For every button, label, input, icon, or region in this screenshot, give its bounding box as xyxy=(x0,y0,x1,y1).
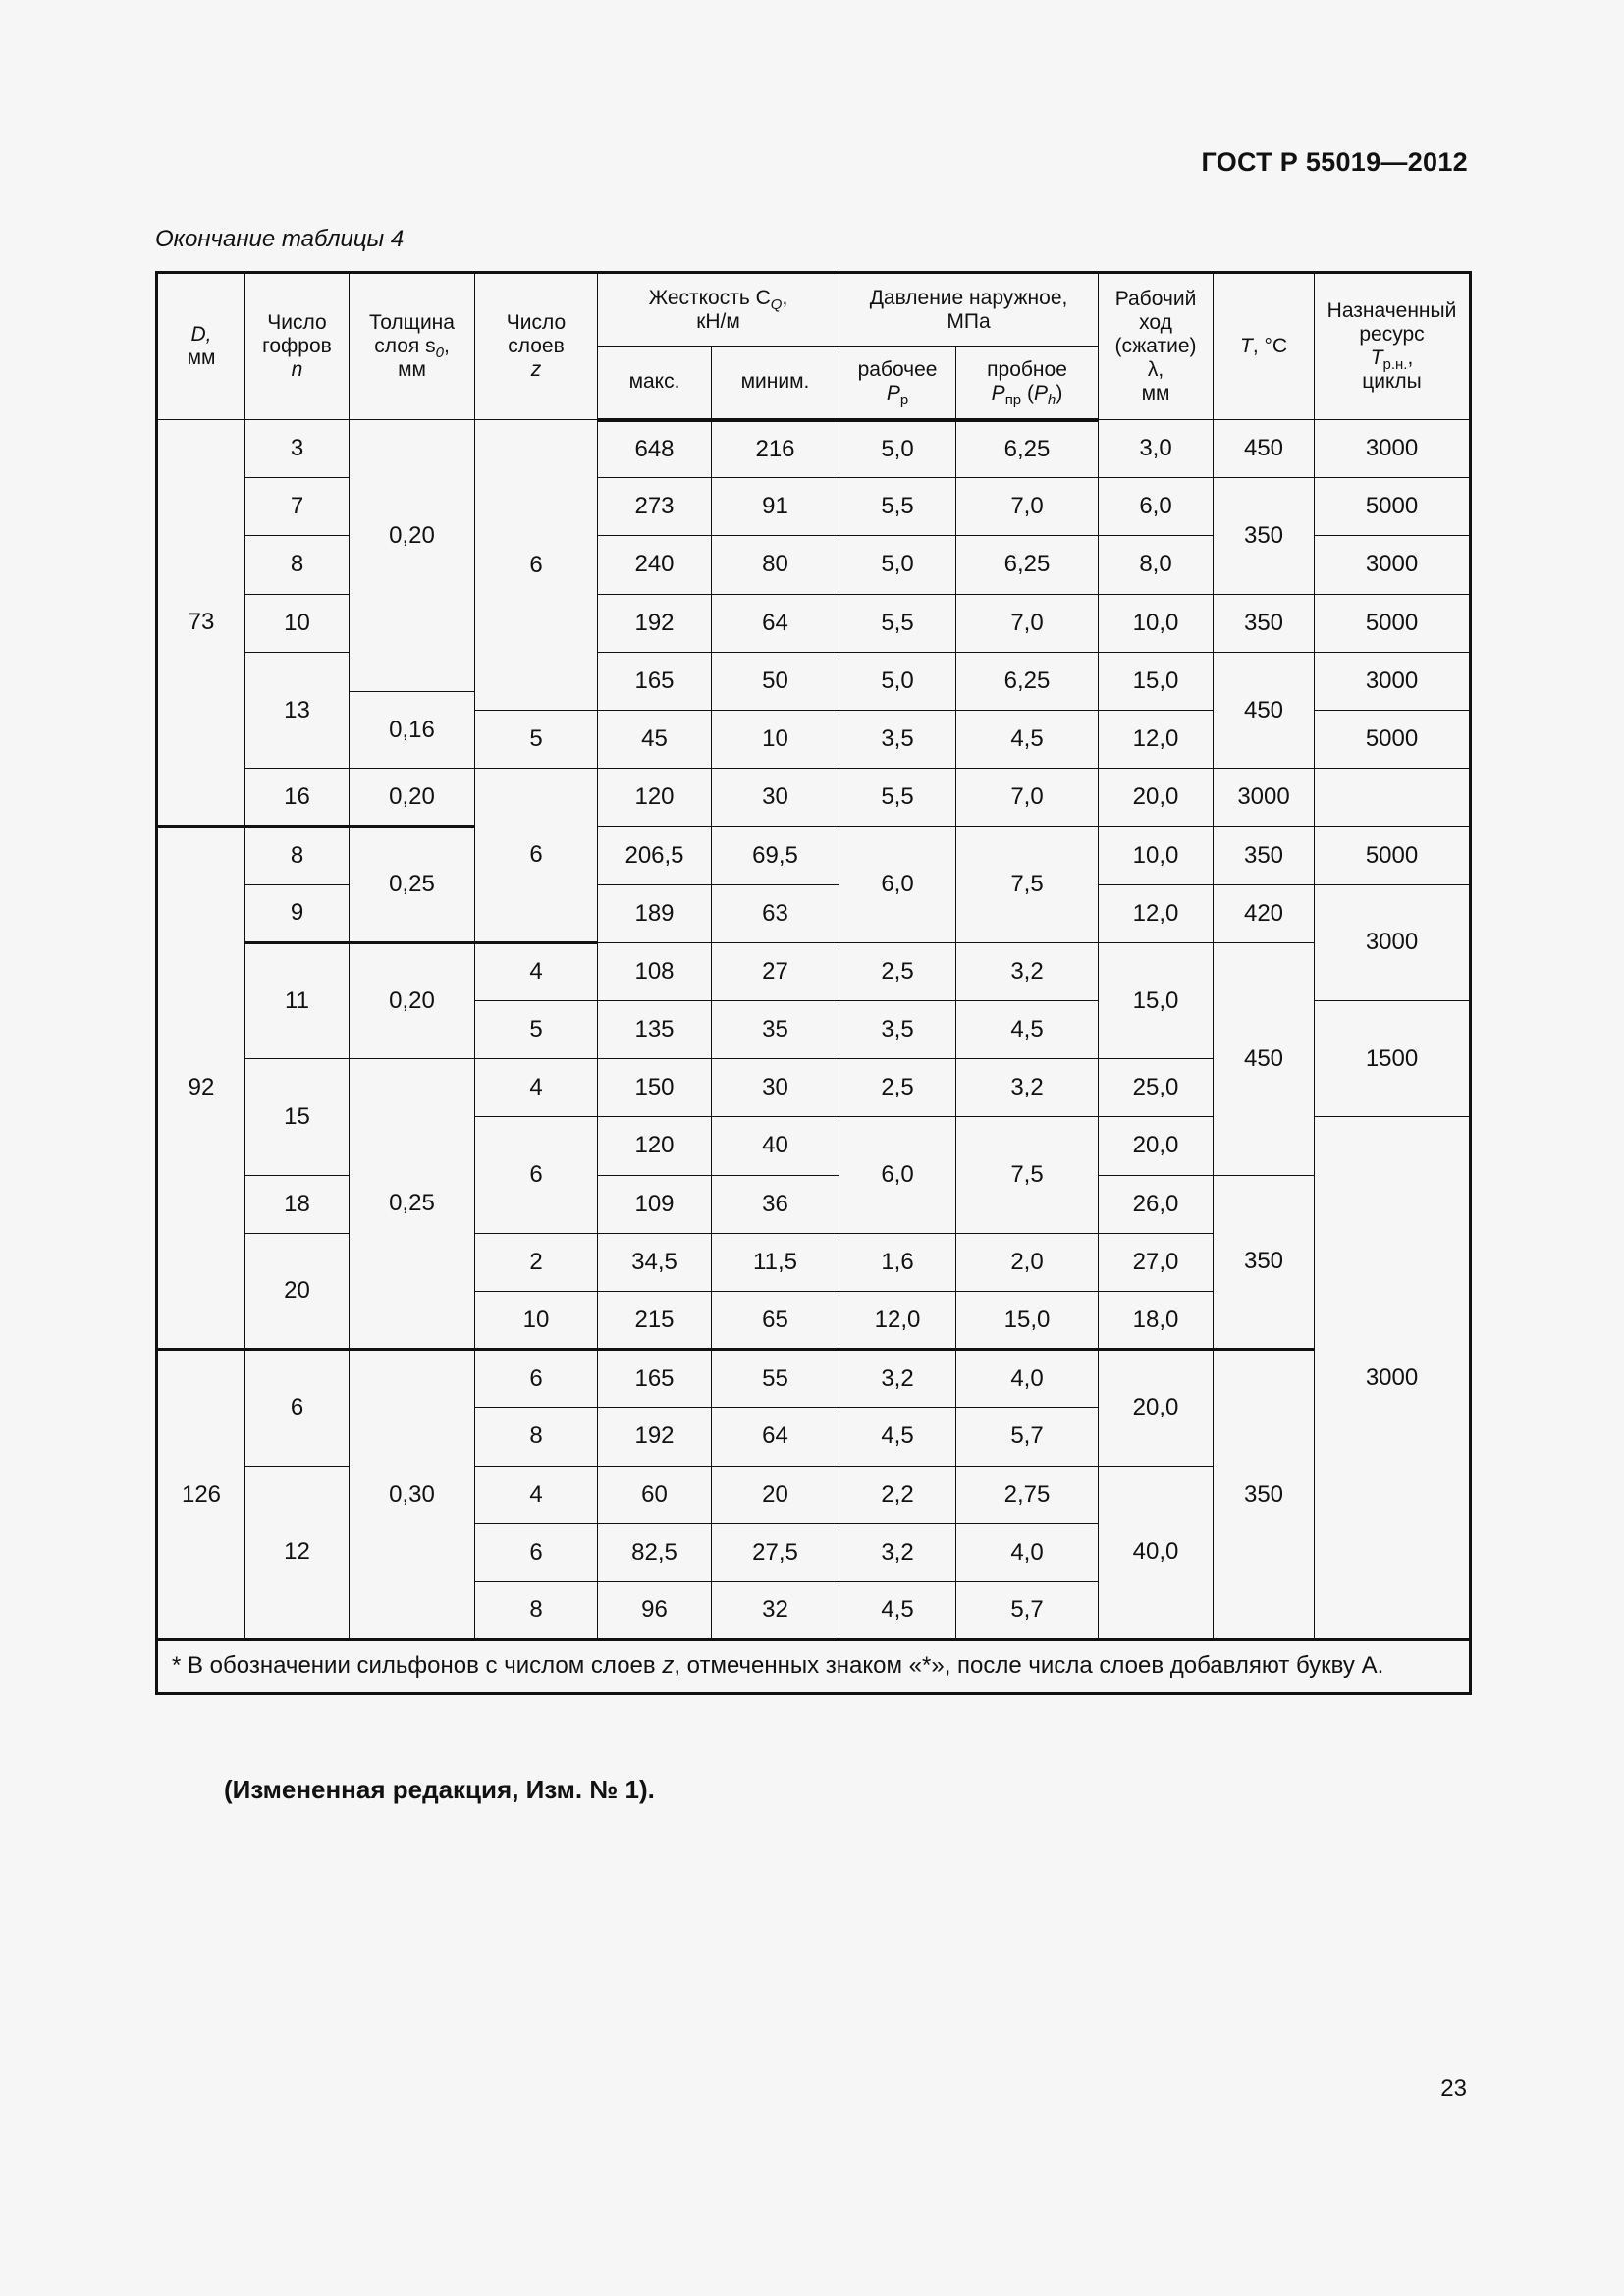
cell-resource: 3000 xyxy=(1214,769,1315,827)
cell-t: 450 xyxy=(1214,652,1315,769)
cell-stroke: 3,0 xyxy=(1099,420,1214,478)
cell-pt: 4,0 xyxy=(956,1350,1099,1408)
cell-pw: 3,5 xyxy=(839,711,956,769)
cell-pt: 3,2 xyxy=(956,1059,1099,1117)
cell-pt: 2,0 xyxy=(956,1233,1099,1291)
cell-pw: 5,0 xyxy=(839,652,956,710)
cell-n: 7 xyxy=(245,478,350,536)
cell-stroke: 8,0 xyxy=(1099,536,1214,594)
cell-t: 350 xyxy=(1214,827,1315,884)
cell-pt: 4,0 xyxy=(956,1523,1099,1581)
cell-d: 92 xyxy=(157,827,245,1350)
cell-cmax: 150 xyxy=(598,1059,712,1117)
cell-z: 6 xyxy=(475,769,598,943)
cell-pt: 5,7 xyxy=(956,1408,1099,1466)
cell-cmin: 30 xyxy=(712,1059,839,1117)
cell-cmax: 192 xyxy=(598,1408,712,1466)
cell-cmin: 40 xyxy=(712,1117,839,1175)
table-row xyxy=(157,769,1471,827)
cell-stroke: 40,0 xyxy=(1099,1466,1214,1640)
cell-cmin: 27 xyxy=(712,942,839,1000)
cell-stroke: 15,0 xyxy=(1099,942,1214,1058)
cell-z: 6 xyxy=(475,1350,598,1408)
cell-cmin: 30 xyxy=(712,769,839,827)
cell-cmax: 60 xyxy=(598,1466,712,1523)
cell-cmin: 64 xyxy=(712,1408,839,1466)
cell-resource: 3000 xyxy=(1315,536,1471,594)
cell-cmin: 55 xyxy=(712,1350,839,1408)
cell-pw: 5,5 xyxy=(839,769,956,827)
table-caption: Окончание таблицы 4 xyxy=(155,226,405,252)
cell-z: 6 xyxy=(475,1117,598,1233)
cell-cmin: 91 xyxy=(712,478,839,536)
table-container xyxy=(155,271,1469,1695)
cell-pw: 12,0 xyxy=(839,1291,956,1349)
cell-z: 6 xyxy=(475,420,598,711)
cell-pt: 7,5 xyxy=(956,827,1099,942)
cell-resource: 5000 xyxy=(1315,594,1471,652)
cell-stroke: 26,0 xyxy=(1099,1175,1214,1233)
cell-cmin: 64 xyxy=(712,594,839,652)
cell-cmax: 240 xyxy=(598,536,712,594)
cell-pw: 2,5 xyxy=(839,1059,956,1117)
page-number: 23 xyxy=(1440,2075,1467,2102)
cell-pw: 6,0 xyxy=(839,1117,956,1233)
cell-s: 0,25 xyxy=(350,1059,475,1350)
cell-cmax: 135 xyxy=(598,1001,712,1059)
cell-pt: 7,5 xyxy=(956,1117,1099,1233)
cell-cmax: 120 xyxy=(598,769,712,827)
cell-pw: 4,5 xyxy=(839,1408,956,1466)
cell-resource: 5000 xyxy=(1315,711,1471,769)
cell-pt: 7,0 xyxy=(956,594,1099,652)
cell-n: 8 xyxy=(245,536,350,594)
cell-t: 420 xyxy=(1214,884,1315,942)
cell-pt: 3,2 xyxy=(956,942,1099,1000)
cell-n: 3 xyxy=(245,420,350,478)
cell-pw: 5,5 xyxy=(839,594,956,652)
header-layers: Число слоев z xyxy=(475,273,598,420)
header-working-stroke: Рабочий ход (сжатие) λ, мм xyxy=(1099,273,1214,420)
header-d: D, мм xyxy=(157,273,245,420)
cell-n: 10 xyxy=(245,594,350,652)
cell-pw: 5,0 xyxy=(839,420,956,478)
cell-s: 0,20 xyxy=(350,769,475,827)
cell-pt: 6,25 xyxy=(956,536,1099,594)
cell-cmax: 648 xyxy=(598,420,712,478)
cell-z: 5 xyxy=(475,711,598,769)
cell-cmax: 45 xyxy=(598,711,712,769)
cell-cmax: 215 xyxy=(598,1291,712,1349)
cell-cmin: 216 xyxy=(712,420,839,478)
cell-pt: 4,5 xyxy=(956,1001,1099,1059)
cell-s-lower: 0,16 xyxy=(350,691,474,768)
cell-resource: 3000 xyxy=(1315,420,1471,478)
cell-stroke: 15,0 xyxy=(1099,652,1214,710)
amendment-note: (Измененная редакция, Изм. № 1). xyxy=(224,1775,655,1804)
cell-n: 18 xyxy=(245,1175,350,1233)
cell-stroke: 10,0 xyxy=(1099,827,1214,884)
cell-n: 11 xyxy=(245,942,350,1058)
cell-stroke: 20,0 xyxy=(1099,1117,1214,1175)
table-row xyxy=(157,652,1471,710)
cell-d: 126 xyxy=(157,1350,245,1640)
cell-resource: 5000 xyxy=(1315,827,1471,884)
header-pressure-test: пробное $P_{пр}$ $(P_h)$ xyxy=(956,347,1099,420)
cell-stroke: 12,0 xyxy=(1099,884,1214,942)
cell-cmax: 96 xyxy=(598,1581,712,1639)
cell-cmax: 189 xyxy=(598,884,712,942)
cell-pw: 2,5 xyxy=(839,942,956,1000)
header-corrugations: Число гофров n xyxy=(245,273,350,420)
cell-t: 450 xyxy=(1214,942,1315,1175)
header-layer-thickness: Толщина слоя $s_0$, мм xyxy=(350,273,475,420)
cell-s: 0,20 xyxy=(350,942,475,1058)
cell-t: 350 xyxy=(1214,594,1315,652)
header-stiffness: Жесткость $C_Q$, кН/м xyxy=(598,273,839,347)
cell-resource: 1500 xyxy=(1315,1001,1471,1117)
cell-resource: 3000 xyxy=(1315,652,1471,710)
cell-pt: 5,7 xyxy=(956,1581,1099,1639)
cell-cmax: 120 xyxy=(598,1117,712,1175)
cell-n: 9 xyxy=(245,884,350,942)
cell-n: 15 xyxy=(245,1059,350,1175)
cell-cmax: 109 xyxy=(598,1175,712,1233)
cell-pw: 5,5 xyxy=(839,478,956,536)
document-code: ГОСТ Р 55019—2012 xyxy=(1201,147,1468,177)
cell-cmin: 63 xyxy=(712,884,839,942)
cell-cmin: 10 xyxy=(712,711,839,769)
cell-cmin: 35 xyxy=(712,1001,839,1059)
cell-pt: 4,5 xyxy=(956,711,1099,769)
cell-t: 450 xyxy=(1214,420,1315,478)
cell-s: 0,20 xyxy=(350,420,475,653)
cell-stroke: 20,0 xyxy=(1099,769,1214,827)
cell-cmin: 50 xyxy=(712,652,839,710)
cell-pt: 7,0 xyxy=(956,769,1099,827)
cell-cmin: 80 xyxy=(712,536,839,594)
cell-pw: 4,5 xyxy=(839,1581,956,1639)
cell-d: 73 xyxy=(157,420,245,827)
cell-pw: 3,2 xyxy=(839,1523,956,1581)
header-stiffness-max: макс. xyxy=(598,347,712,420)
cell-n: 20 xyxy=(245,1233,350,1349)
cell-cmax: 82,5 xyxy=(598,1523,712,1581)
cell-s xyxy=(350,652,475,769)
cell-cmax: 165 xyxy=(598,652,712,710)
cell-cmax: 192 xyxy=(598,594,712,652)
cell-n: 8 xyxy=(245,827,350,884)
cell-pw: 1,6 xyxy=(839,1233,956,1291)
header-temperature: T, °C xyxy=(1214,273,1315,420)
cell-z: 2 xyxy=(475,1233,598,1291)
cell-cmax: 273 xyxy=(598,478,712,536)
cell-pw: 3,5 xyxy=(839,1001,956,1059)
cell-cmin: 69,5 xyxy=(712,827,839,884)
cell-pw: 6,0 xyxy=(839,827,956,942)
cell-resource: 3000 xyxy=(1315,884,1471,1000)
cell-s-upper xyxy=(350,652,474,691)
cell-cmin: 27,5 xyxy=(712,1523,839,1581)
cell-stroke: 25,0 xyxy=(1099,1059,1214,1117)
cell-cmin: 65 xyxy=(712,1291,839,1349)
cell-n: 12 xyxy=(245,1466,350,1640)
cell-z: 4 xyxy=(475,1059,598,1117)
cell-pw: 3,2 xyxy=(839,1350,956,1408)
cell-t: 350 xyxy=(1214,478,1315,594)
cell-s: 0,30 xyxy=(350,1350,475,1640)
cell-pw: 2,2 xyxy=(839,1466,956,1523)
header-row-1 xyxy=(157,273,1471,347)
cell-cmax: 34,5 xyxy=(598,1233,712,1291)
cell-stroke: 18,0 xyxy=(1099,1291,1214,1349)
header-stiffness-min: миним. xyxy=(712,347,839,420)
cell-n: 13 xyxy=(245,652,350,769)
bellows-parameters-table xyxy=(155,271,1472,1695)
table-row xyxy=(157,942,1471,1000)
cell-stroke: 10,0 xyxy=(1099,594,1214,652)
cell-z: 4 xyxy=(475,942,598,1000)
cell-cmin: 11,5 xyxy=(712,1233,839,1291)
cell-t: 350 xyxy=(1214,1175,1315,1350)
header-pressure-working: рабочее $P_p$ xyxy=(839,347,956,420)
footnote-row xyxy=(157,1640,1471,1694)
cell-cmax: 165 xyxy=(598,1350,712,1408)
cell-stroke: 6,0 xyxy=(1099,478,1214,536)
cell-stroke: 27,0 xyxy=(1099,1233,1214,1291)
cell-cmin: 20 xyxy=(712,1466,839,1523)
cell-cmax: 206,5 xyxy=(598,827,712,884)
table-footnote: * В обозначении сильфонов с числом слоев z, отмеченных знаком «*», после числа слоев добавляют букву А. xyxy=(157,1640,1471,1694)
header-resource: Назначенный ресурс $T_{р.н.}$, циклы xyxy=(1315,273,1471,420)
table-row xyxy=(157,1350,1471,1408)
cell-pt: 6,25 xyxy=(956,420,1099,478)
cell-pt: 2,75 xyxy=(956,1466,1099,1523)
header-external-pressure: Давление наружное, МПа xyxy=(839,273,1099,347)
cell-cmin: 36 xyxy=(712,1175,839,1233)
cell-resource: 3000 xyxy=(1315,1117,1471,1640)
cell-cmax: 108 xyxy=(598,942,712,1000)
table-row xyxy=(157,420,1471,478)
cell-pw: 5,0 xyxy=(839,536,956,594)
table-row xyxy=(157,827,1471,884)
cell-z: 10 xyxy=(475,1291,598,1349)
cell-pt: 15,0 xyxy=(956,1291,1099,1349)
cell-resource: 5000 xyxy=(1315,478,1471,536)
cell-z: 4 xyxy=(475,1466,598,1523)
cell-t: 350 xyxy=(1214,1350,1315,1640)
cell-z: 8 xyxy=(475,1408,598,1466)
cell-pt: 7,0 xyxy=(956,478,1099,536)
cell-s: 0,25 xyxy=(350,827,475,942)
cell-z: 8 xyxy=(475,1581,598,1639)
cell-n: 16 xyxy=(245,769,350,827)
cell-pt: 6,25 xyxy=(956,652,1099,710)
cell-stroke: 12,0 xyxy=(1099,711,1214,769)
cell-cmin: 32 xyxy=(712,1581,839,1639)
cell-n: 6 xyxy=(245,1350,350,1466)
cell-z: 5 xyxy=(475,1001,598,1059)
cell-z: 6 xyxy=(475,1523,598,1581)
cell-stroke: 20,0 xyxy=(1099,1350,1214,1466)
